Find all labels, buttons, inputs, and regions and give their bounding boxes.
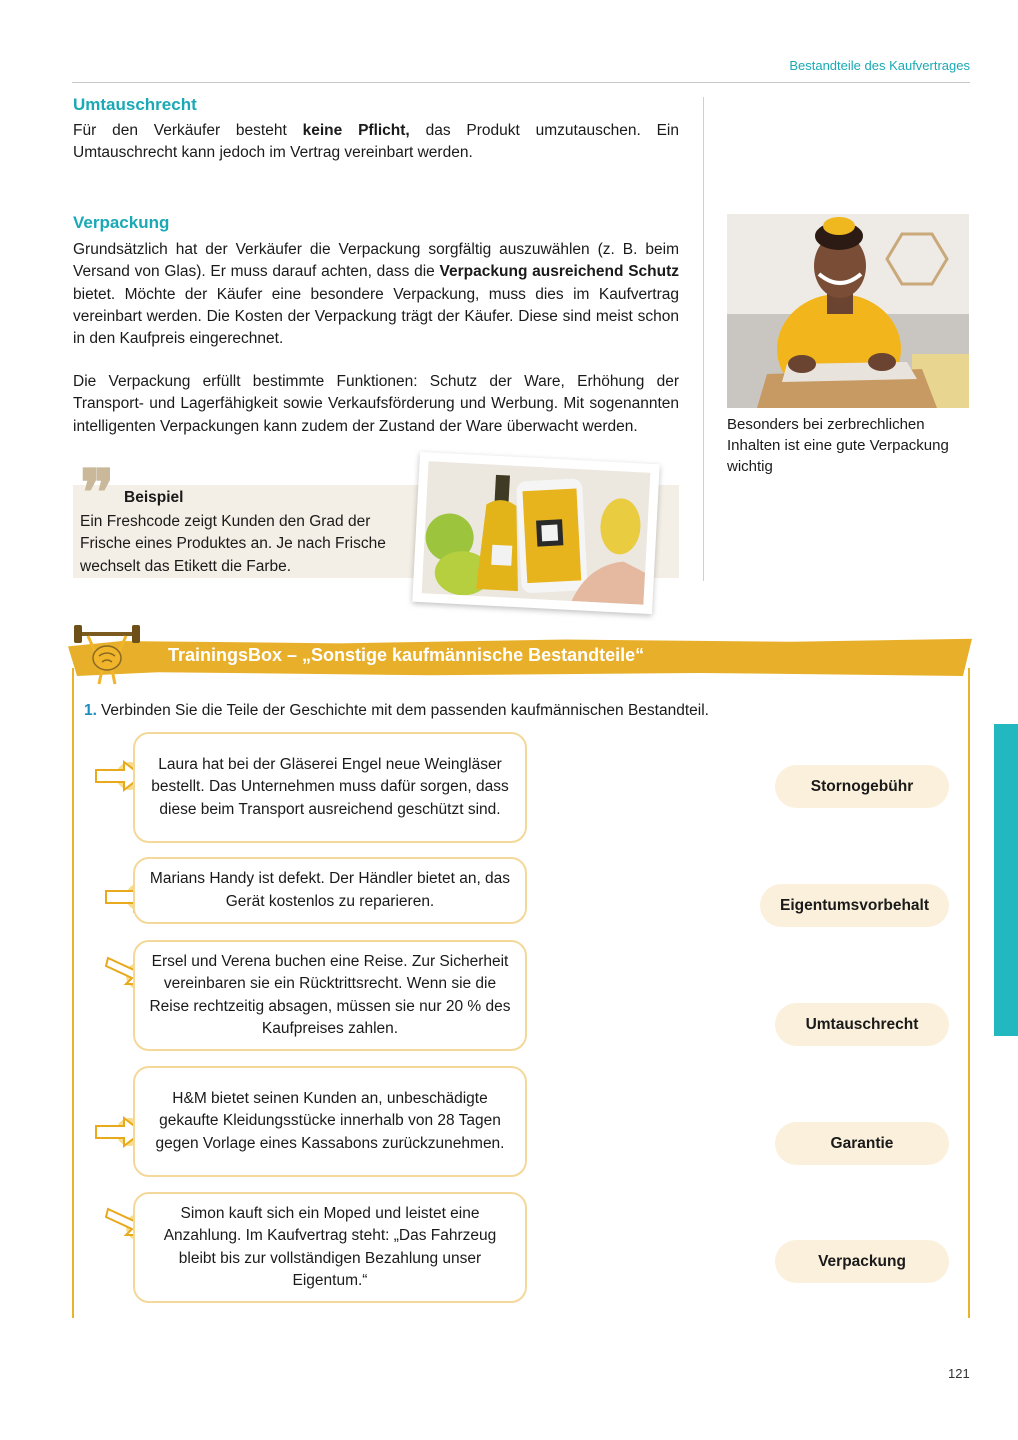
story-box-2[interactable]: Marians Handy ist defekt. Der Händler bietet an, das Gerät kostenlos zu reparieren. bbox=[133, 857, 527, 924]
verpackung-text-a: Grundsätzlich hat der Verkäufer die Verpackung sorgfältig auszuwählen (z. B. beim Versand von Glas). Er muss darauf achten, dass die bbox=[73, 241, 679, 281]
term-verpackung[interactable]: Verpackung bbox=[775, 1240, 949, 1283]
verpackung-heading: Verpackung bbox=[73, 213, 170, 232]
verpackung-paragraph-2: Die Verpackung erfüllt bestimmte Funktionen: Schutz der Ware, Erhöhung der Transport- und Lagerfähigkeit sowie Verkaufsförderung und Werbung. Mit sogenannten intelligenten Verpackungen kann zudem der Zustand der Ware überwacht werden. bbox=[73, 373, 679, 435]
column-divider bbox=[703, 97, 704, 581]
term-eigentumsvorbehalt[interactable]: Eigentumsvorbehalt bbox=[760, 884, 949, 927]
umtausch-heading: Umtauschrecht bbox=[73, 95, 197, 114]
term-umtauschrecht[interactable]: Umtauschrecht bbox=[775, 1003, 949, 1046]
running-header: Bestandteile des Kaufvertrages bbox=[789, 58, 970, 73]
task-instruction bbox=[84, 702, 709, 720]
chapter-side-tab bbox=[994, 724, 1018, 1036]
photo-caption: Besonders bei zerbrechlichen Inhalten ist eine gute Verpackung wichtig bbox=[727, 416, 949, 475]
term-stornogebuehr[interactable]: Stornogebühr bbox=[775, 765, 949, 808]
page-number: 121 bbox=[948, 1366, 970, 1381]
verpackung-text-c: bietet. Möchte der Käufer eine besondere Verpackung, muss dies im Kaufvertrag vereinbart werden. Die Kosten der Verpackung trägt der Käufer. Diese sind meist schon in den Kaufpreis eingerechnet. bbox=[73, 285, 679, 348]
story-box-4[interactable]: H&M bietet seinen Kunden an, unbeschädigte gekaufte Kleidungsstücke innerhalb von 28 Tagen gegen Vorlage eines Kassabons zurückzunehmen. bbox=[133, 1066, 527, 1177]
verpackung-paragraph-1 bbox=[73, 239, 679, 350]
umtausch-text-bold: keine Pflicht, bbox=[302, 122, 410, 139]
task-text: Verbinden Sie die Teile der Geschichte mit dem passenden kaufmännischen Bestandteil. bbox=[100, 702, 709, 719]
woman-package-photo bbox=[727, 214, 969, 408]
freshcode-photo bbox=[412, 452, 660, 614]
umtausch-text-c: das Produkt umzutauschen. Ein Umtauschrecht kann jedoch im Vertrag vereinbart werden. bbox=[73, 122, 679, 162]
term-garantie[interactable]: Garantie bbox=[775, 1122, 949, 1165]
story-box-5[interactable]: Simon kauft sich ein Moped und leistet eine Anzahlung. Im Kaufvertrag steht: „Das Fahrzeug bleibt bis zur vollständigen Bezahlung unser Eigentum.“ bbox=[133, 1192, 527, 1303]
story-box-1[interactable]: Laura hat bei der Gläserei Engel neue Weingläser bestellt. Das Unternehmen muss dafür sorgen, dass diese beim Transport ausreichend geschützt sind. bbox=[133, 732, 527, 843]
umtausch-paragraph bbox=[73, 120, 679, 165]
trainingsbox-title: TrainingsBox – „Sonstige kaufmännische Bestandteile“ bbox=[168, 645, 645, 665]
umtausch-text-a: Für den Verkäufer besteht bbox=[73, 122, 303, 139]
task-number: 1. bbox=[84, 702, 97, 719]
quote-icon: ❞ bbox=[80, 456, 115, 531]
brain-weightlifter-icon bbox=[72, 620, 142, 690]
example-title: Beispiel bbox=[124, 489, 184, 506]
example-text: Ein Freshcode zeigt Kunden den Grad der Frische eines Produktes an. Je nach Frische wechselt das Etikett die Farbe. bbox=[80, 513, 386, 575]
verpackung-text-bold: Verpackung ausreichend Schutz bbox=[439, 263, 679, 281]
header-rule bbox=[72, 82, 970, 83]
story-box-3[interactable]: Ersel und Verena buchen eine Reise. Zur Sicherheit vereinbaren sie ein Rücktrittsrecht. Wenn sie die Reise rechtzeitig absagen, müssen sie nur 20 % des Kaufpreises zahlen. bbox=[133, 940, 527, 1051]
